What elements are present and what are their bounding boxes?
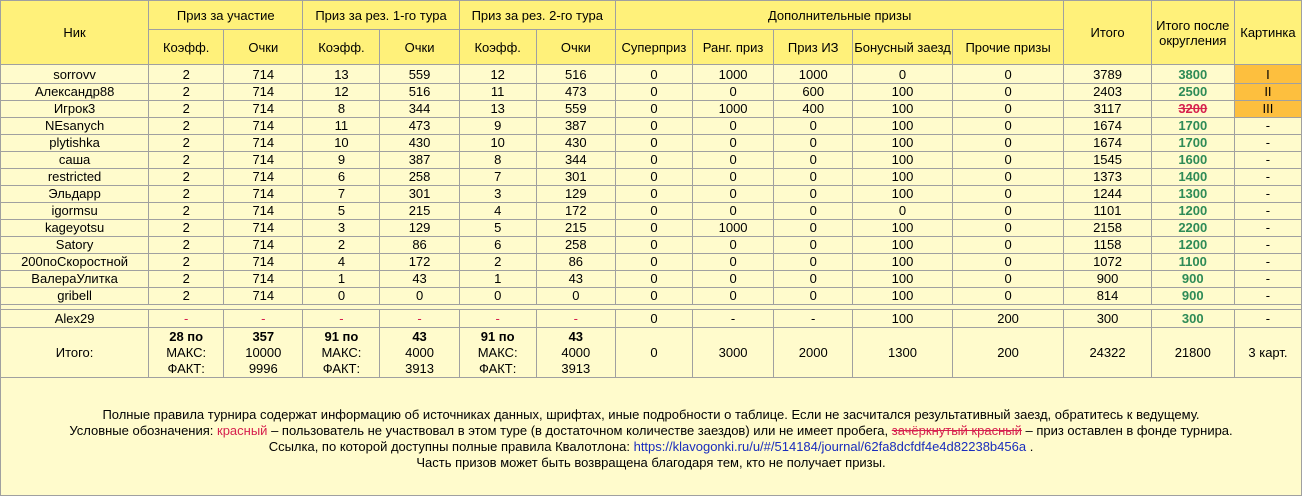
cell-c2: 13 (303, 65, 380, 84)
table-row (1, 152, 1302, 169)
cell-nick: Alex29 (1, 310, 149, 328)
cell-iz: 0 (774, 237, 853, 254)
cell-bonus: 100 (853, 169, 952, 186)
cell-iz: 600 (774, 84, 853, 101)
col-total: Итого (1064, 1, 1151, 65)
cell-total: 814 (1064, 288, 1151, 305)
cell-rank: 0 (692, 271, 773, 288)
cell-rounded: 1200 (1151, 237, 1234, 254)
rules-link[interactable]: https://klavogonki.ru/u/#/514184/journal/62fa8dcfdf4e4d82238b456a (633, 439, 1027, 454)
legend-struck: зачёркнутый красный (891, 423, 1022, 438)
totals-other: 200 (952, 328, 1064, 378)
cell-other: 0 (952, 84, 1064, 101)
cell-pic: I (1234, 65, 1301, 84)
footer-line-1: Полные правила турнира содержат информацию об источниках данных, шрифтах, иные подробности о таблице. Если не засчитался результативный заезд, обратитесь к ведущему. (102, 407, 1200, 422)
cell-total: 2158 (1064, 220, 1151, 237)
cell-c2: 4 (303, 254, 380, 271)
cell-other: 0 (952, 169, 1064, 186)
cell-c3: 9 (459, 118, 536, 135)
cell-c1: 2 (149, 203, 224, 220)
cell-nick: kageyotsu (1, 220, 149, 237)
cell-p3: 215 (536, 220, 615, 237)
cell-iz: 0 (774, 118, 853, 135)
cell-p3: 387 (536, 118, 615, 135)
cell-bonus: 100 (853, 288, 952, 305)
cell-other: 0 (952, 65, 1064, 84)
cell-c2: 0 (303, 288, 380, 305)
totals-total: 24322 (1064, 328, 1151, 378)
cell-nick: restricted (1, 169, 149, 186)
cell-s: 0 (615, 203, 692, 220)
cell-nick: gribell (1, 288, 149, 305)
cell-iz: 0 (774, 271, 853, 288)
cell-c3: - (459, 310, 536, 328)
cell-total: 3117 (1064, 101, 1151, 118)
totals-part-points: 357 10000 9996 (224, 328, 303, 378)
cell-p3: 86 (536, 254, 615, 271)
cell-c3: 8 (459, 152, 536, 169)
cell-total: 2403 (1064, 84, 1151, 101)
cell-p3: 559 (536, 101, 615, 118)
cell-rounded: 1200 (1151, 203, 1234, 220)
cell-p2: - (380, 310, 459, 328)
cell-pic: - (1234, 203, 1301, 220)
cell-p1: 714 (224, 118, 303, 135)
cell-p3: 258 (536, 237, 615, 254)
cell-pic: - (1234, 152, 1301, 169)
totals-iz: 2000 (774, 328, 853, 378)
cell-bonus: 100 (853, 310, 952, 328)
cell-p2: 86 (380, 237, 459, 254)
cell-p2: 258 (380, 169, 459, 186)
cell-other: 0 (952, 203, 1064, 220)
cell-bonus: 0 (853, 203, 952, 220)
table-row (1, 84, 1302, 101)
cell-total: 1244 (1064, 186, 1151, 203)
totals-r1-points: 43 4000 3913 (380, 328, 459, 378)
cell-c3: 7 (459, 169, 536, 186)
cell-c2: 7 (303, 186, 380, 203)
cell-bonus: 100 (853, 186, 952, 203)
col-nick: Ник (1, 1, 149, 65)
cell-c3: 1 (459, 271, 536, 288)
cell-other: 0 (952, 220, 1064, 237)
cell-total: 300 (1064, 310, 1151, 328)
table-row (1, 135, 1302, 152)
extra-row (1, 310, 1302, 328)
cell-c2: 2 (303, 237, 380, 254)
cell-iz: 0 (774, 135, 853, 152)
cell-p1: 714 (224, 101, 303, 118)
cell-rounded: 2500 (1151, 84, 1234, 101)
col-picture: Картинка (1234, 1, 1301, 65)
col-iz-prize: Приз ИЗ (774, 30, 853, 65)
cell-bonus: 100 (853, 254, 952, 271)
cell-p2: 43 (380, 271, 459, 288)
cell-c3: 2 (459, 254, 536, 271)
cell-c1: 2 (149, 237, 224, 254)
cell-p1: - (224, 310, 303, 328)
col-points-3: Очки (536, 30, 615, 65)
legend-red: красный (217, 423, 268, 438)
cell-rounded: 900 (1151, 288, 1234, 305)
cell-iz: 0 (774, 152, 853, 169)
table-row (1, 118, 1302, 135)
cell-other: 200 (952, 310, 1064, 328)
cell-p1: 714 (224, 169, 303, 186)
cell-iz: 0 (774, 254, 853, 271)
cell-total: 1072 (1064, 254, 1151, 271)
cell-c3: 6 (459, 237, 536, 254)
cell-c1: 2 (149, 186, 224, 203)
cell-total: 1373 (1064, 169, 1151, 186)
cell-iz: - (774, 310, 853, 328)
cell-c3: 0 (459, 288, 536, 305)
cell-other: 0 (952, 101, 1064, 118)
cell-other: 0 (952, 118, 1064, 135)
cell-p2: 301 (380, 186, 459, 203)
cell-p1: 714 (224, 84, 303, 101)
cell-c1: 2 (149, 169, 224, 186)
totals-rank: 3000 (692, 328, 773, 378)
table-row (1, 169, 1302, 186)
cell-nick: ВалераУлитка (1, 271, 149, 288)
col-coef-1: Коэфф. (149, 30, 224, 65)
cell-bonus: 100 (853, 84, 952, 101)
cell-nick: plytishka (1, 135, 149, 152)
cell-rank: 0 (692, 254, 773, 271)
table-row (1, 203, 1302, 220)
cell-c1: 2 (149, 118, 224, 135)
col-other: Прочие призы (952, 30, 1064, 65)
cell-s: 0 (615, 237, 692, 254)
cell-c1: 2 (149, 271, 224, 288)
cell-rounded: 1100 (1151, 254, 1234, 271)
col-bonus: Бонусный заезд (853, 30, 952, 65)
col-points-2: Очки (380, 30, 459, 65)
cell-c1: - (149, 310, 224, 328)
cell-rounded: 1400 (1151, 169, 1234, 186)
cell-p2: 344 (380, 101, 459, 118)
cell-c1: 2 (149, 152, 224, 169)
cell-s: 0 (615, 65, 692, 84)
totals-superprize: 0 (615, 328, 692, 378)
cell-p1: 714 (224, 203, 303, 220)
cell-p3: 172 (536, 203, 615, 220)
cell-other: 0 (952, 288, 1064, 305)
cell-rank: 0 (692, 152, 773, 169)
cell-total: 1545 (1064, 152, 1151, 169)
cell-rank: 0 (692, 186, 773, 203)
cell-total: 1674 (1064, 118, 1151, 135)
cell-iz: 0 (774, 288, 853, 305)
cell-bonus: 100 (853, 118, 952, 135)
cell-pic: - (1234, 169, 1301, 186)
cell-rounded: 900 (1151, 271, 1234, 288)
cell-total: 1101 (1064, 203, 1151, 220)
cell-p1: 714 (224, 220, 303, 237)
table-row (1, 271, 1302, 288)
cell-p1: 714 (224, 152, 303, 169)
cell-bonus: 100 (853, 271, 952, 288)
cell-s: 0 (615, 101, 692, 118)
cell-bonus: 100 (853, 135, 952, 152)
cell-other: 0 (952, 237, 1064, 254)
legend-prefix: Условные обозначения: (69, 423, 218, 438)
cell-iz: 0 (774, 186, 853, 203)
cell-bonus: 100 (853, 220, 952, 237)
cell-rank: 1000 (692, 65, 773, 84)
cell-bonus: 100 (853, 152, 952, 169)
cell-p3: 301 (536, 169, 615, 186)
cell-rank: 0 (692, 237, 773, 254)
cell-rounded: 3800 (1151, 65, 1234, 84)
cell-pic: - (1234, 220, 1301, 237)
cell-c2: 3 (303, 220, 380, 237)
cell-iz: 1000 (774, 65, 853, 84)
cell-rounded: 1300 (1151, 186, 1234, 203)
cell-c2: 8 (303, 101, 380, 118)
cell-p2: 387 (380, 152, 459, 169)
cell-rounded: 300 (1151, 310, 1234, 328)
extra-body (1, 310, 1302, 328)
cell-c3: 12 (459, 65, 536, 84)
cell-rounded: 1700 (1151, 118, 1234, 135)
cell-total: 900 (1064, 271, 1151, 288)
legend-red-desc: – пользователь не участвовал в этом туре (в достаточном количестве заездов) или не имеет пробега, (267, 423, 892, 438)
cell-p3: 0 (536, 288, 615, 305)
cell-c2: 10 (303, 135, 380, 152)
cell-s: 0 (615, 254, 692, 271)
cell-bonus: 100 (853, 237, 952, 254)
cell-nick: sorrovv (1, 65, 149, 84)
cell-s: 0 (615, 220, 692, 237)
col-extra: Дополнительные призы (615, 1, 1064, 30)
cell-rounded: 1600 (1151, 152, 1234, 169)
cell-iz: 0 (774, 203, 853, 220)
cell-c3: 5 (459, 220, 536, 237)
col-points-1: Очки (224, 30, 303, 65)
cell-c2: 9 (303, 152, 380, 169)
footer-notes (0, 378, 1302, 496)
cell-rank: 1000 (692, 101, 773, 118)
cell-rank: 0 (692, 118, 773, 135)
footer-line-4: Часть призов может быть возвращена благодаря тем, кто не получает призы. (416, 455, 886, 470)
cell-nick: Игрок3 (1, 101, 149, 118)
cell-pic: II (1234, 84, 1301, 101)
footer-line-2 (1, 423, 1301, 439)
cell-nick: igormsu (1, 203, 149, 220)
cell-s: 0 (615, 152, 692, 169)
table-row (1, 220, 1302, 237)
totals-r1-coef: 91 по МАКС: ФАКТ: (303, 328, 380, 378)
cell-p1: 714 (224, 186, 303, 203)
cell-s: 0 (615, 118, 692, 135)
cell-other: 0 (952, 186, 1064, 203)
cell-pic: - (1234, 135, 1301, 152)
table-row (1, 254, 1302, 271)
cell-c2: 11 (303, 118, 380, 135)
cell-c3: 3 (459, 186, 536, 203)
cell-rank: 0 (692, 203, 773, 220)
cell-p1: 714 (224, 237, 303, 254)
cell-s: 0 (615, 271, 692, 288)
table-row (1, 101, 1302, 118)
cell-other: 0 (952, 152, 1064, 169)
totals-r2-coef: 91 по МАКС: ФАКТ: (459, 328, 536, 378)
cell-bonus: 100 (853, 101, 952, 118)
col-coef-2: Коэфф. (303, 30, 380, 65)
cell-pic: - (1234, 271, 1301, 288)
table-row (1, 65, 1302, 84)
totals-rounded: 21800 (1151, 328, 1234, 378)
cell-p3: 473 (536, 84, 615, 101)
cell-p3: 516 (536, 65, 615, 84)
cell-other: 0 (952, 271, 1064, 288)
totals-part-coef: 28 по МАКС: ФАКТ: (149, 328, 224, 378)
cell-c2: 6 (303, 169, 380, 186)
cell-p2: 516 (380, 84, 459, 101)
table-row (1, 288, 1302, 305)
col-round1: Приз за рез. 1-го тура (303, 1, 459, 30)
rules-link-suffix: . (1026, 439, 1034, 454)
cell-rounded: 2200 (1151, 220, 1234, 237)
totals-row (1, 328, 1302, 378)
col-rank-prize: Ранг. приз (692, 30, 773, 65)
cell-pic: - (1234, 237, 1301, 254)
cell-p2: 559 (380, 65, 459, 84)
cell-c1: 2 (149, 101, 224, 118)
table-body (1, 65, 1302, 305)
cell-nick: саша (1, 152, 149, 169)
cell-iz: 400 (774, 101, 853, 118)
cell-pic: - (1234, 288, 1301, 305)
col-total-rounded: Итого после округления (1151, 1, 1234, 65)
cell-p2: 215 (380, 203, 459, 220)
cell-c2: 5 (303, 203, 380, 220)
col-coef-3: Коэфф. (459, 30, 536, 65)
cell-c1: 2 (149, 84, 224, 101)
col-superprize: Суперприз (615, 30, 692, 65)
cell-total: 1158 (1064, 237, 1151, 254)
cell-p2: 473 (380, 118, 459, 135)
cell-c2: 12 (303, 84, 380, 101)
cell-p3: 430 (536, 135, 615, 152)
cell-s: 0 (615, 84, 692, 101)
totals-picture: 3 карт. (1234, 328, 1301, 378)
cell-iz: 0 (774, 220, 853, 237)
cell-s: 0 (615, 135, 692, 152)
legend-struck-desc: – приз оставлен в фонде турнира. (1021, 423, 1233, 438)
table-row (1, 237, 1302, 254)
cell-p2: 430 (380, 135, 459, 152)
cell-pic: - (1234, 254, 1301, 271)
cell-nick: Александр88 (1, 84, 149, 101)
cell-p3: 129 (536, 186, 615, 203)
cell-rank: 0 (692, 135, 773, 152)
cell-total: 3789 (1064, 65, 1151, 84)
cell-nick: Эльдарр (1, 186, 149, 203)
cell-rank: 0 (692, 169, 773, 186)
cell-c3: 11 (459, 84, 536, 101)
rules-link-prefix: Ссылка, по которой доступны полные правила Квалотлона: (268, 439, 634, 454)
cell-other: 0 (952, 254, 1064, 271)
cell-rank: 0 (692, 288, 773, 305)
col-round2: Приз за рез. 2-го тура (459, 1, 615, 30)
cell-p1: 714 (224, 254, 303, 271)
cell-p1: 714 (224, 65, 303, 84)
cell-p3: - (536, 310, 615, 328)
totals-label: Итого: (1, 328, 149, 378)
cell-c2: - (303, 310, 380, 328)
cell-c2: 1 (303, 271, 380, 288)
cell-c3: 4 (459, 203, 536, 220)
cell-rounded: 3200 (1151, 101, 1234, 118)
cell-c1: 2 (149, 254, 224, 271)
table-row (1, 186, 1302, 203)
cell-rank: 0 (692, 84, 773, 101)
cell-total: 1674 (1064, 135, 1151, 152)
cell-c3: 10 (459, 135, 536, 152)
cell-nick: 200поСкоростной (1, 254, 149, 271)
cell-bonus: 0 (853, 65, 952, 84)
cell-other: 0 (952, 135, 1064, 152)
cell-p2: 129 (380, 220, 459, 237)
cell-c1: 2 (149, 65, 224, 84)
cell-s: 0 (615, 288, 692, 305)
cell-c3: 13 (459, 101, 536, 118)
cell-s: 0 (615, 186, 692, 203)
cell-p1: 714 (224, 271, 303, 288)
cell-iz: 0 (774, 169, 853, 186)
totals-r2-points: 43 4000 3913 (536, 328, 615, 378)
cell-p3: 344 (536, 152, 615, 169)
cell-nick: NEsanych (1, 118, 149, 135)
cell-c1: 2 (149, 288, 224, 305)
col-participation: Приз за участие (149, 1, 303, 30)
cell-rank: - (692, 310, 773, 328)
cell-s: 0 (615, 169, 692, 186)
cell-nick: Satory (1, 237, 149, 254)
cell-p2: 0 (380, 288, 459, 305)
cell-pic: - (1234, 118, 1301, 135)
cell-c1: 2 (149, 220, 224, 237)
cell-rank: 1000 (692, 220, 773, 237)
cell-pic: - (1234, 310, 1301, 328)
cell-p1: 714 (224, 288, 303, 305)
cell-p1: 714 (224, 135, 303, 152)
footer-line-3 (1, 439, 1301, 455)
cell-c1: 2 (149, 135, 224, 152)
cell-pic: - (1234, 186, 1301, 203)
cell-pic: III (1234, 101, 1301, 118)
cell-s: 0 (615, 310, 692, 328)
totals-bonus: 1300 (853, 328, 952, 378)
cell-p3: 43 (536, 271, 615, 288)
cell-p2: 172 (380, 254, 459, 271)
cell-rounded: 1700 (1151, 135, 1234, 152)
